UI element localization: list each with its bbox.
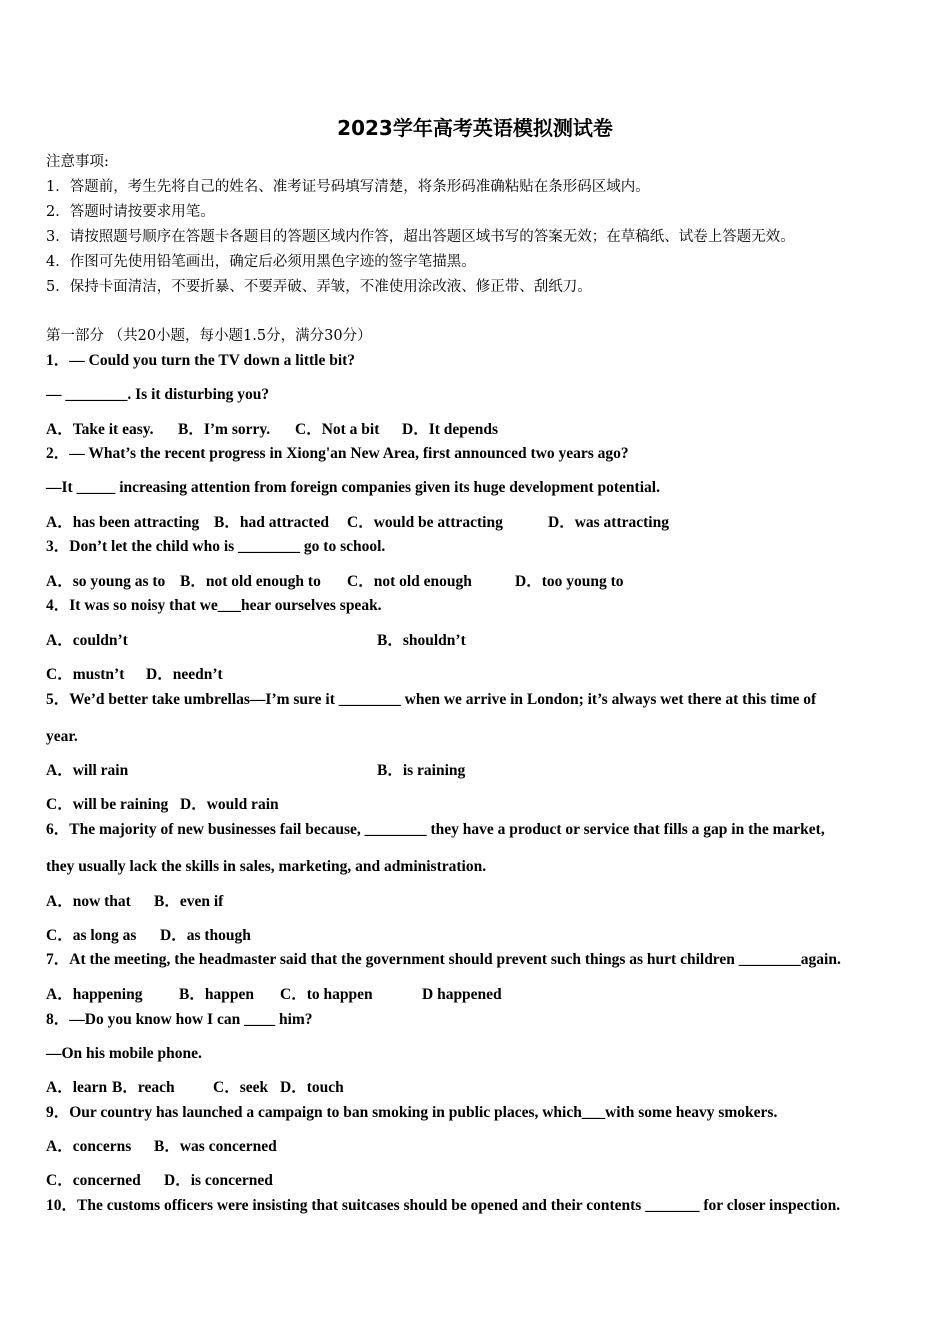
section-heading: 第一部分 （共20小题，每小题1.5分，满分30分） <box>46 328 372 344</box>
option-a[interactable]: A．happening <box>46 986 143 1003</box>
question-6-stem-continued: they usually lack the skills in sales, marketing, and administration. <box>46 858 487 875</box>
question-5-options-row-2 <box>46 795 279 815</box>
question-7-stem: 7．At the meeting, the headmaster said that the government should prevent such things as hurt children ________again. <box>46 951 841 968</box>
question-3-options <box>46 572 624 592</box>
question-1-response: — ________. Is it disturbing you? <box>46 386 270 403</box>
question-10-stem: 10．The customs officers were insisting that suitcases should be opened and their contents _______ for closer inspection. <box>46 1197 841 1214</box>
question-6-stem: 6．The majority of new businesses fail because, ________ they have a product or service that fills a gap in the market, <box>46 821 825 838</box>
option-c[interactable]: C．concerned <box>46 1172 141 1189</box>
option-c[interactable]: C．seek <box>213 1079 269 1096</box>
question-5-stem: 5．We’d better take umbrellas—I’m sure it ________ when we arrive in London; it’s always wet there at this time of <box>46 691 817 708</box>
option-d[interactable]: D．as though <box>160 927 251 944</box>
question-9-options-row-1 <box>46 1137 277 1157</box>
option-c[interactable]: C．to happen <box>280 986 373 1003</box>
question-9-options-row-2 <box>46 1171 273 1191</box>
question-5-stem-continued: year. <box>46 728 78 745</box>
option-d[interactable]: D happened <box>422 986 502 1003</box>
option-b[interactable]: B．reach <box>112 1079 175 1096</box>
notice-heading: 注意事项: <box>46 154 109 170</box>
question-2-options <box>46 513 669 533</box>
question-2-response: —It _____ increasing attention from foreign companies given its huge development potential. <box>46 479 660 496</box>
option-a[interactable]: A．Take it easy. <box>46 421 154 438</box>
question-8-options <box>46 1078 344 1098</box>
option-b[interactable]: B．is raining <box>377 762 466 779</box>
question-1-stem: 1．— Could you turn the TV down a little bit? <box>46 352 356 369</box>
option-a[interactable]: A．learn <box>46 1079 108 1096</box>
option-b[interactable]: B．not old enough to <box>180 573 321 590</box>
notice-item: 3．请按照题号顺序在答题卡各题目的答题区域内作答，超出答题区域书写的答案无效；在草稿纸、试卷上答题无效。 <box>46 229 795 245</box>
option-d[interactable]: D．It depends <box>402 421 499 438</box>
question-4-options-row-1 <box>46 631 466 651</box>
option-d[interactable]: D．needn’t <box>146 666 223 683</box>
option-a[interactable]: A．now that <box>46 893 131 910</box>
question-7-options <box>46 985 502 1005</box>
question-4-options-row-2 <box>46 665 223 685</box>
option-a[interactable]: A．has been attracting <box>46 514 200 531</box>
option-d[interactable]: D．was attracting <box>548 514 669 531</box>
question-9-stem: 9．Our country has launched a campaign to ban smoking in public places, which___with some heavy smokers. <box>46 1104 778 1121</box>
question-3-stem: 3．Don’t let the child who is ________ go to school. <box>46 538 386 555</box>
notice-item: 4．作图可先使用铅笔画出，确定后必须用黑色字迹的签字笔描黑。 <box>46 254 476 270</box>
option-c[interactable]: C．not old enough <box>347 573 472 590</box>
option-b[interactable]: B．shouldn’t <box>377 632 466 649</box>
question-6-options-row-2 <box>46 926 251 946</box>
option-a[interactable]: A．so young as to <box>46 573 166 590</box>
question-8-stem: 8．—Do you know how I can ____ him? <box>46 1011 313 1028</box>
notice-item: 1．答题前，考生先将自己的姓名、准考证号码填写清楚，将条形码准确粘贴在条形码区域内。 <box>46 179 650 195</box>
page-title: 2023学年高考英语模拟测试卷 <box>337 116 613 140</box>
option-b[interactable]: B．even if <box>154 893 224 910</box>
option-d[interactable]: D．is concerned <box>164 1172 273 1189</box>
question-2-stem: 2．— What’s the recent progress in Xiong'an New Area, first announced two years ago? <box>46 445 629 462</box>
option-d[interactable]: D．touch <box>280 1079 344 1096</box>
option-d[interactable]: D．would rain <box>180 796 279 813</box>
option-b[interactable]: B．I’m sorry. <box>178 421 271 438</box>
question-1-options <box>46 420 498 440</box>
option-a[interactable]: A．will rain <box>46 762 129 779</box>
option-a[interactable]: A．couldn’t <box>46 632 128 649</box>
question-5-options-row-1 <box>46 761 465 781</box>
question-4-stem: 4．It was so noisy that we___hear ourselves speak. <box>46 597 382 614</box>
option-c[interactable]: C．would be attracting <box>347 514 503 531</box>
option-b[interactable]: B．had attracted <box>214 514 329 531</box>
notice-item: 2．答题时请按要求用笔。 <box>46 204 215 220</box>
question-6-options-row-1 <box>46 892 223 912</box>
option-c[interactable]: C．as long as <box>46 927 137 944</box>
option-b[interactable]: B．was concerned <box>154 1138 277 1155</box>
option-a[interactable]: A．concerns <box>46 1138 132 1155</box>
option-c[interactable]: C．will be raining <box>46 796 169 813</box>
option-c[interactable]: C．Not a bit <box>295 421 380 438</box>
question-8-response: —On his mobile phone. <box>46 1045 202 1062</box>
notice-item: 5．保持卡面清洁，不要折暴、不要弄破、弄皱，不准使用涂改液、修正带、刮纸刀。 <box>46 279 592 295</box>
option-b[interactable]: B．happen <box>179 986 254 1003</box>
option-d[interactable]: D．too young to <box>515 573 624 590</box>
option-c[interactable]: C．mustn’t <box>46 666 125 683</box>
